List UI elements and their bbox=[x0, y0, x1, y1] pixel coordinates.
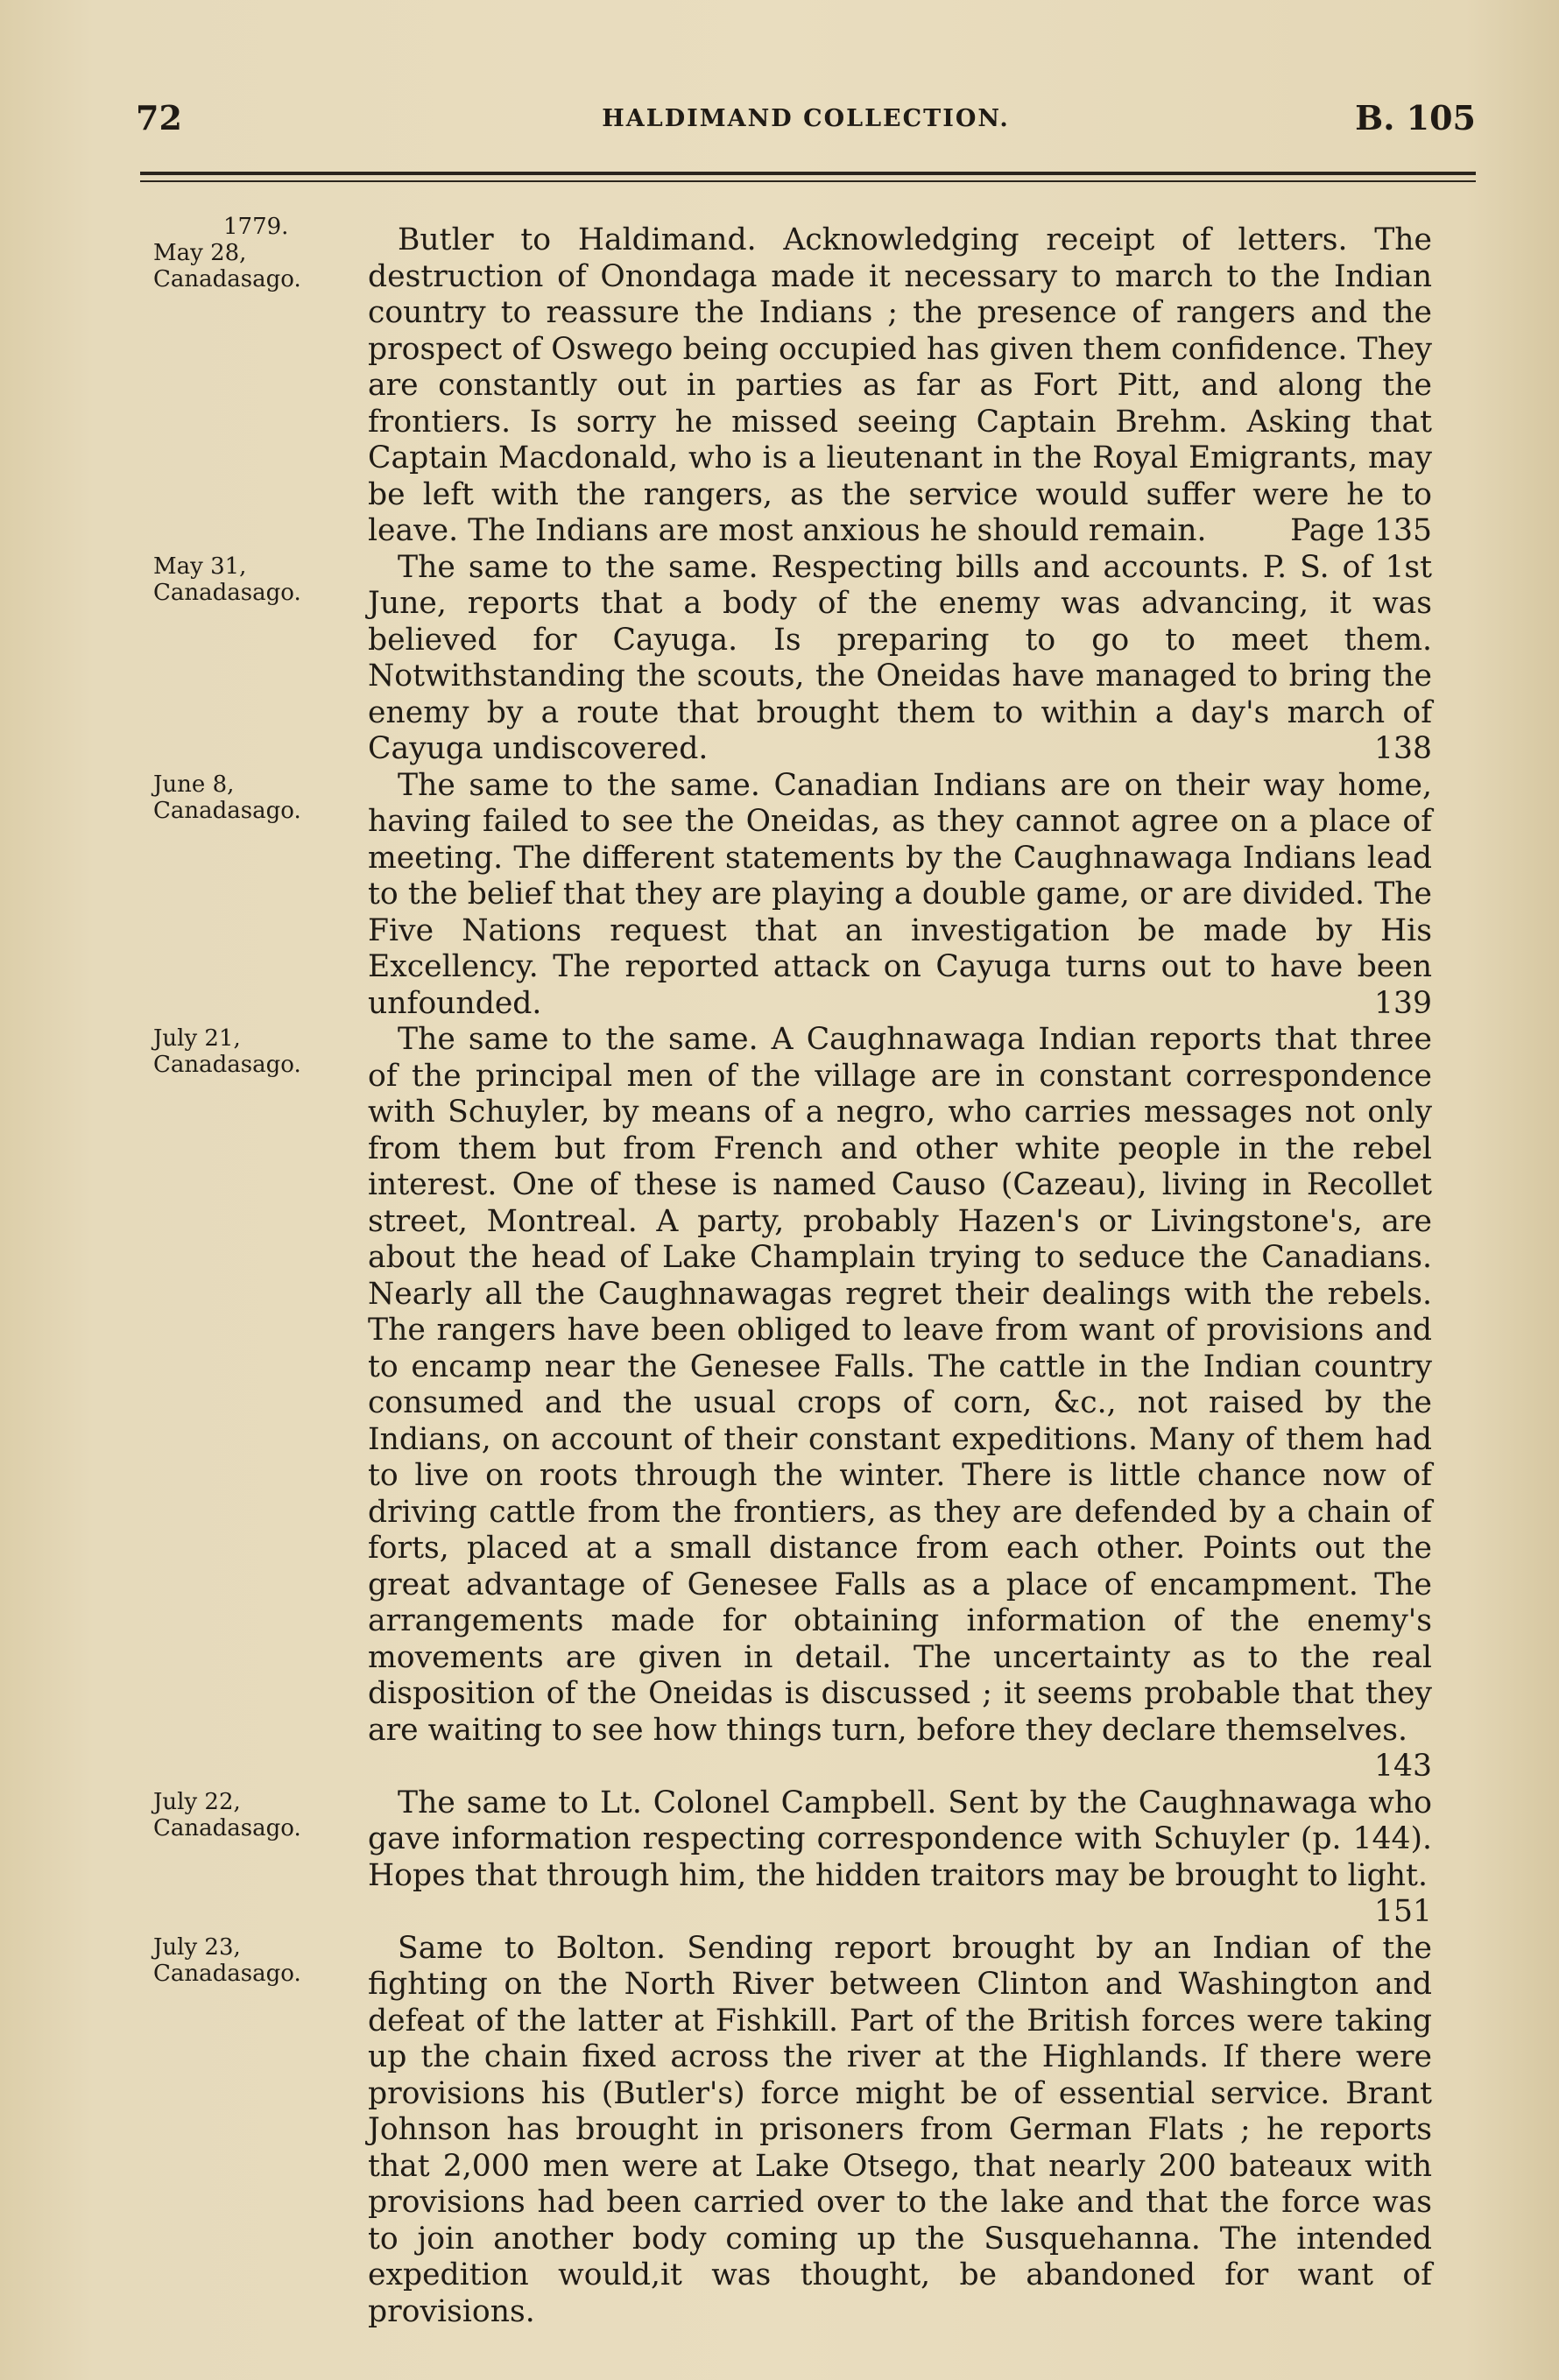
entry-year: 1779. bbox=[223, 214, 289, 240]
entry-place: Canadasago. bbox=[153, 1052, 301, 1078]
entry-page-ref: 143 bbox=[1374, 1749, 1432, 1784]
entry-body bbox=[368, 1931, 1432, 2331]
entry-body bbox=[368, 1785, 1432, 1931]
entry-page-ref: Page 135 bbox=[1290, 513, 1432, 548]
entry-body bbox=[368, 210, 1432, 550]
entry-margin-date bbox=[153, 1789, 355, 1841]
entry-date: June 8, bbox=[153, 771, 235, 798]
entry-text: The same to the same. A Caughnawaga Indian reports that three of the principal men of the village are in constant correspondence with Schuyler, by means of a negro, who carries messages not only from them but from French and other white people in the rebel interest. One of these is named Causo (Cazeau), living in Recollet street, Montreal. A party, probably Hazen's or Livingstone's, are about the head of Lake Champlain trying to seduce the Canadians. Nearly all the Caughnawagas regret their dealings with the rebels. The rangers have been obliged to leave from want of provisions and to encamp near the Genesee Falls. The cattle in the Indian country consumed and the usual crops of corn, &c., not raised by the Indians, on account of their constant expeditions. Many of them had to live on roots through the winter. There is little chance now of driving cattle from the frontiers, as they are defended by a chain of forts, placed at a small distance from each other. Points out the great advantage of Genesee Falls as a place of encampment. The arrangements made for obtaining information of the enemy's movements are given in detail. The uncertainty as to the real disposition of the Oneidas is discussed ; it seems probable that they are waiting to see how things turn, before they declare themselves. bbox=[368, 1022, 1432, 1748]
entry-date: May 28, bbox=[153, 240, 247, 266]
entry-date: July 23, bbox=[153, 1933, 241, 1961]
entry-text: The same to the same. Respecting bills and accounts. P. S. of 1st June, reports that a body of the enemy was advancing, it was believed for Cayuga. Is preparing to go to meet them. Notwithstanding the scouts, the Oneidas have managed to bring the enemy by a route that brought them to within a day's march of Cayuga undiscovered. bbox=[368, 549, 1432, 766]
entry-margin-date bbox=[153, 1934, 355, 1987]
running-title: HALDIMAND COLLECTION. bbox=[602, 105, 1010, 132]
header-rule-thin bbox=[140, 180, 1476, 182]
entry-date: July 22, bbox=[153, 1788, 241, 1815]
entry-text: The same to the same. Canadian Indians are on their way home, having failed to see the Oneidas, as they cannot agree on a place of meeting. The different statements by the Caughnawaga Indians lead to the belief that they are playing a double game, or are divided. The Five Nations request that an investigation be made by His Excellency. The reported attack on Cayuga turns out to have been unfounded. bbox=[368, 767, 1432, 1021]
entry-page-ref: 138 bbox=[1374, 731, 1432, 766]
entry bbox=[153, 1022, 1432, 1785]
entry-page-ref: 151 bbox=[1374, 1894, 1432, 1929]
page-header bbox=[136, 98, 1476, 151]
entry bbox=[153, 1785, 1432, 1931]
entry-place: Canadasago. bbox=[153, 797, 301, 824]
entry-text: Butler to Haldimand. Acknowledging receipt of letters. The destruction of Onondaga made it necessary to march to the Indian country to reassure the Indians ; the presence of rangers and the prospect of Oswego being occupied has given them confidence. They are constantly out in parties as far as Fort Pitt, and along the frontiers. Is sorry he missed seeing Captain Brehm. Asking that Captain Macdonald, who is a lieutenant in the Royal Emigrants, may be left with the rangers, as the service would suffer were he to leave. The Indians are most anxious he should remain. bbox=[368, 222, 1432, 548]
entry-body bbox=[368, 1022, 1432, 1785]
page-number: 72 bbox=[136, 98, 182, 137]
entry-margin-date bbox=[153, 553, 355, 606]
entry-margin-date bbox=[153, 771, 355, 824]
entry bbox=[153, 768, 1432, 1023]
entry bbox=[153, 1931, 1432, 2331]
entry-place: Canadasago. bbox=[153, 1960, 301, 1987]
entry bbox=[153, 210, 1432, 550]
entry-text: Same to Bolton. Sending report brought by an Indian of the fighting on the North River between Clinton and Washington and defeat of the latter at Fishkill. Part of the British forces were taking up the chain fixed across the river at the Highlands. If there were provisions his (Butler's) force might be of essential service. Brant Johnson has brought in prisoners from German Flats ; he reports that 2,000 men were at Lake Otsego, that nearly 200 bateaux with provisions had been carried over to the lake and that the force was to join another body coming up the Susquehanna. The intended expedition would,it was thought, be abandoned for want of provisions. bbox=[368, 1930, 1432, 2329]
entry-page-ref: 139 bbox=[1374, 985, 1432, 1021]
entry-margin-date bbox=[153, 1025, 355, 1078]
entries-list bbox=[153, 210, 1432, 2330]
entry-date: July 21, bbox=[153, 1025, 241, 1052]
entry-date: May 31, bbox=[153, 553, 247, 580]
entry bbox=[153, 550, 1432, 768]
entry-body bbox=[368, 768, 1432, 1023]
entry-body bbox=[368, 550, 1432, 768]
entry-place: Canadasago. bbox=[153, 266, 301, 292]
entry-place: Canadasago. bbox=[153, 1814, 301, 1841]
header-rule-thick bbox=[140, 172, 1476, 175]
volume-reference: B. 105 bbox=[1355, 98, 1476, 137]
entry-place: Canadasago. bbox=[153, 579, 301, 606]
entry-text: The same to Lt. Colonel Campbell. Sent by the Caughnawaga who gave information respecting correspondence with Schuyler (p. 144). Hopes that through him, the hidden traitors may be brought to light. bbox=[368, 1785, 1432, 1893]
entry-margin-date bbox=[153, 214, 355, 292]
